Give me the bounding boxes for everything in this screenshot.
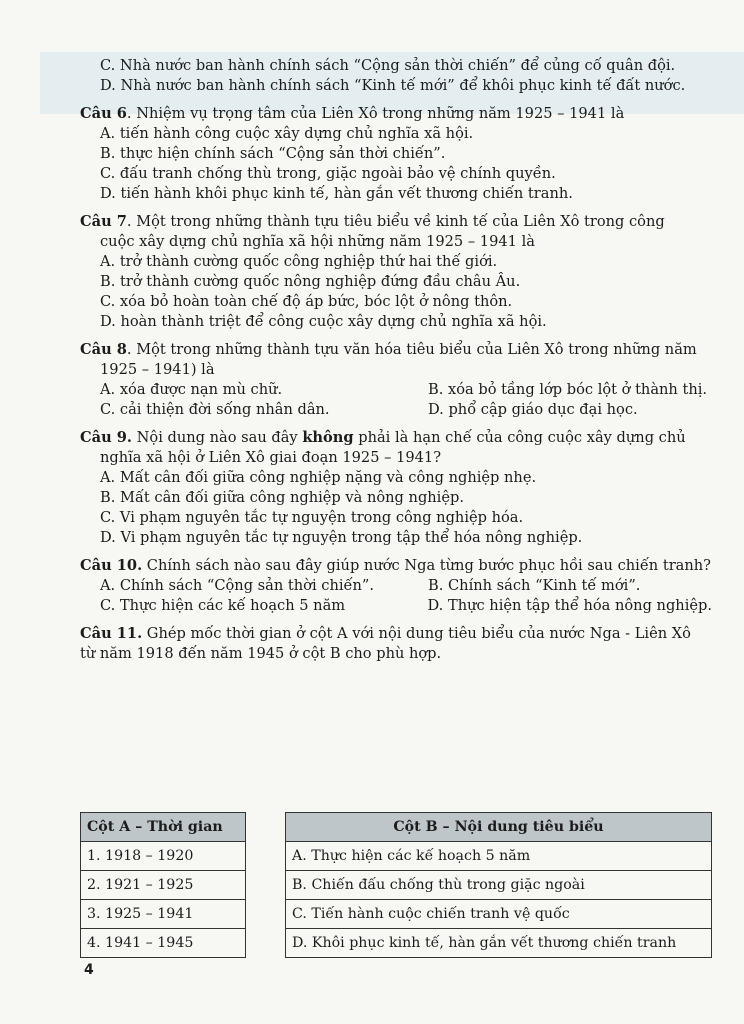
q6-option-a: A. tiến hành công cuộc xây dựng chủ nghĩa xã hội.: [100, 125, 474, 142]
q10-option-a: A. Chính sách “Cộng sản thời chiến”.: [100, 577, 374, 594]
q10-option-d: D. Thực hiện tập thể hóa nông nghiệp.: [427, 597, 712, 614]
column-a-table: [80, 812, 246, 958]
column-b-row-d: D. Khôi phục kinh tế, hàn gắn vết thương chiến tranh: [286, 929, 712, 958]
q9-option-d: D. Vi phạm nguyên tắc tự nguyện trong tập thể hóa nông nghiệp.: [100, 529, 583, 546]
matching-tables: [80, 812, 712, 958]
q9-option-c: C. Vi phạm nguyên tắc tự nguyện trong công nghiệp hóa.: [100, 509, 524, 526]
q7-text-1: . Một trong những thành tựu tiêu biểu về kinh tế của Liên Xô trong công: [126, 213, 665, 230]
q11-text-1: Ghép mốc thời gian ở cột A với nội dung tiêu biểu của nước Nga - Liên Xô: [142, 625, 691, 642]
q8-options-row-2: [80, 400, 712, 420]
q10-option-b: B. Chính sách “Kinh tế mới”.: [428, 577, 641, 594]
q9-stem: [80, 428, 712, 448]
q10-option-c: C. Thực hiện các kế hoạch 5 năm: [100, 597, 346, 614]
q8-options-row-1: [80, 380, 712, 400]
q5-option-d: D. Nhà nước ban hành chính sách “Kinh tế mới” để khôi phục kinh tế đất nước.: [100, 77, 686, 94]
q6-option-c: C. đấu tranh chống thù trong, giặc ngoài bảo vệ chính quyền.: [100, 165, 556, 182]
page-number: 4: [84, 962, 94, 978]
q11-label: Câu 11.: [80, 625, 143, 642]
column-a-row-4: 4. 1941 – 1945: [81, 929, 246, 958]
column-a-row-2: 2. 1921 – 1925: [81, 871, 246, 900]
q8-stem: [80, 340, 712, 360]
column-b-row-c: C. Tiến hành cuộc chiến tranh vệ quốc: [286, 900, 712, 929]
q9-option-b: B. Mất cân đối giữa công nghiệp và nông nghiệp.: [100, 489, 464, 506]
q8-label: Câu 8: [80, 341, 127, 358]
q10-options-row-2: [80, 596, 712, 616]
q10-text: Chính sách nào sau đây giúp nước Nga từng bước phục hồi sau chiến tranh?: [142, 557, 711, 574]
question-content: [80, 56, 712, 664]
q6-option-b: B. thực hiện chính sách “Cộng sản thời chiến”.: [100, 145, 446, 162]
column-b-header: Cột B – Nội dung tiêu biểu: [286, 813, 712, 842]
q6-text: . Nhiệm vụ trọng tâm của Liên Xô trong những năm 1925 – 1941 là: [126, 105, 625, 122]
q8-text-1: . Một trong những thành tựu văn hóa tiêu biểu của Liên Xô trong những năm: [126, 341, 697, 358]
q7-option-c: C. xóa bỏ hoàn toàn chế độ áp bức, bóc lột ở nông thôn.: [100, 293, 513, 310]
q6-option-d: D. tiến hành khôi phục kinh tế, hàn gắn vết thương chiến tranh.: [100, 185, 573, 202]
q7-label: Câu 7: [80, 213, 127, 230]
q8-option-c: C. cải thiện đời sống nhân dân.: [100, 401, 330, 418]
q8-option-a: A. xóa được nạn mù chữ.: [100, 381, 283, 398]
q9-text-pre: Nội dung nào sau đây: [132, 429, 303, 446]
q9-text-post: phải là hạn chế của công cuộc xây dựng chủ: [353, 429, 686, 446]
q9-text-bold: không: [302, 429, 354, 446]
q7-stem: [80, 212, 712, 232]
q8-option-b: B. xóa bỏ tầng lớp bóc lột ở thành thị.: [428, 381, 708, 398]
q9-label: Câu 9.: [80, 429, 132, 446]
column-a-row-3: 3. 1925 – 1941: [81, 900, 246, 929]
q8-option-d: D. phổ cập giáo dục đại học.: [428, 401, 638, 418]
q10-label: Câu 10.: [80, 557, 143, 574]
q6-label: Câu 6: [80, 105, 127, 122]
column-b-table: [285, 812, 712, 958]
q10-stem: [80, 556, 712, 576]
q10-options-row-1: [80, 576, 712, 596]
q11-stem: [80, 624, 712, 644]
q6-stem: [80, 104, 712, 124]
q5-option-c: C. Nhà nước ban hành chính sách “Cộng sản thời chiến” để củng cố quân đội.: [100, 57, 676, 74]
column-b-row-b: B. Chiến đấu chống thù trong giặc ngoài: [286, 871, 712, 900]
column-a-header: Cột A – Thời gian: [81, 813, 246, 842]
q7-option-b: B. trở thành cường quốc nông nghiệp đứng đầu châu Âu.: [100, 273, 521, 290]
q11-text-2: từ năm 1918 đến năm 1945 ở cột B cho phù hợp.: [80, 645, 442, 662]
q7-text-2: cuộc xây dựng chủ nghĩa xã hội những năm 1925 – 1941 là: [100, 233, 535, 250]
column-b-row-a: A. Thực hiện các kế hoạch 5 năm: [286, 842, 712, 871]
q8-text-2: 1925 – 1941) là: [100, 361, 215, 378]
q7-option-a: A. trở thành cường quốc công nghiệp thứ hai thế giới.: [100, 253, 498, 270]
q9-text-2: nghĩa xã hội ở Liên Xô giai đoạn 1925 – 1941?: [100, 449, 442, 466]
q9-option-a: A. Mất cân đối giữa công nghiệp nặng và công nghiệp nhẹ.: [100, 469, 537, 486]
q7-option-d: D. hoàn thành triệt để công cuộc xây dựng chủ nghĩa xã hội.: [100, 313, 547, 330]
column-a-row-1: 1. 1918 – 1920: [81, 842, 246, 871]
